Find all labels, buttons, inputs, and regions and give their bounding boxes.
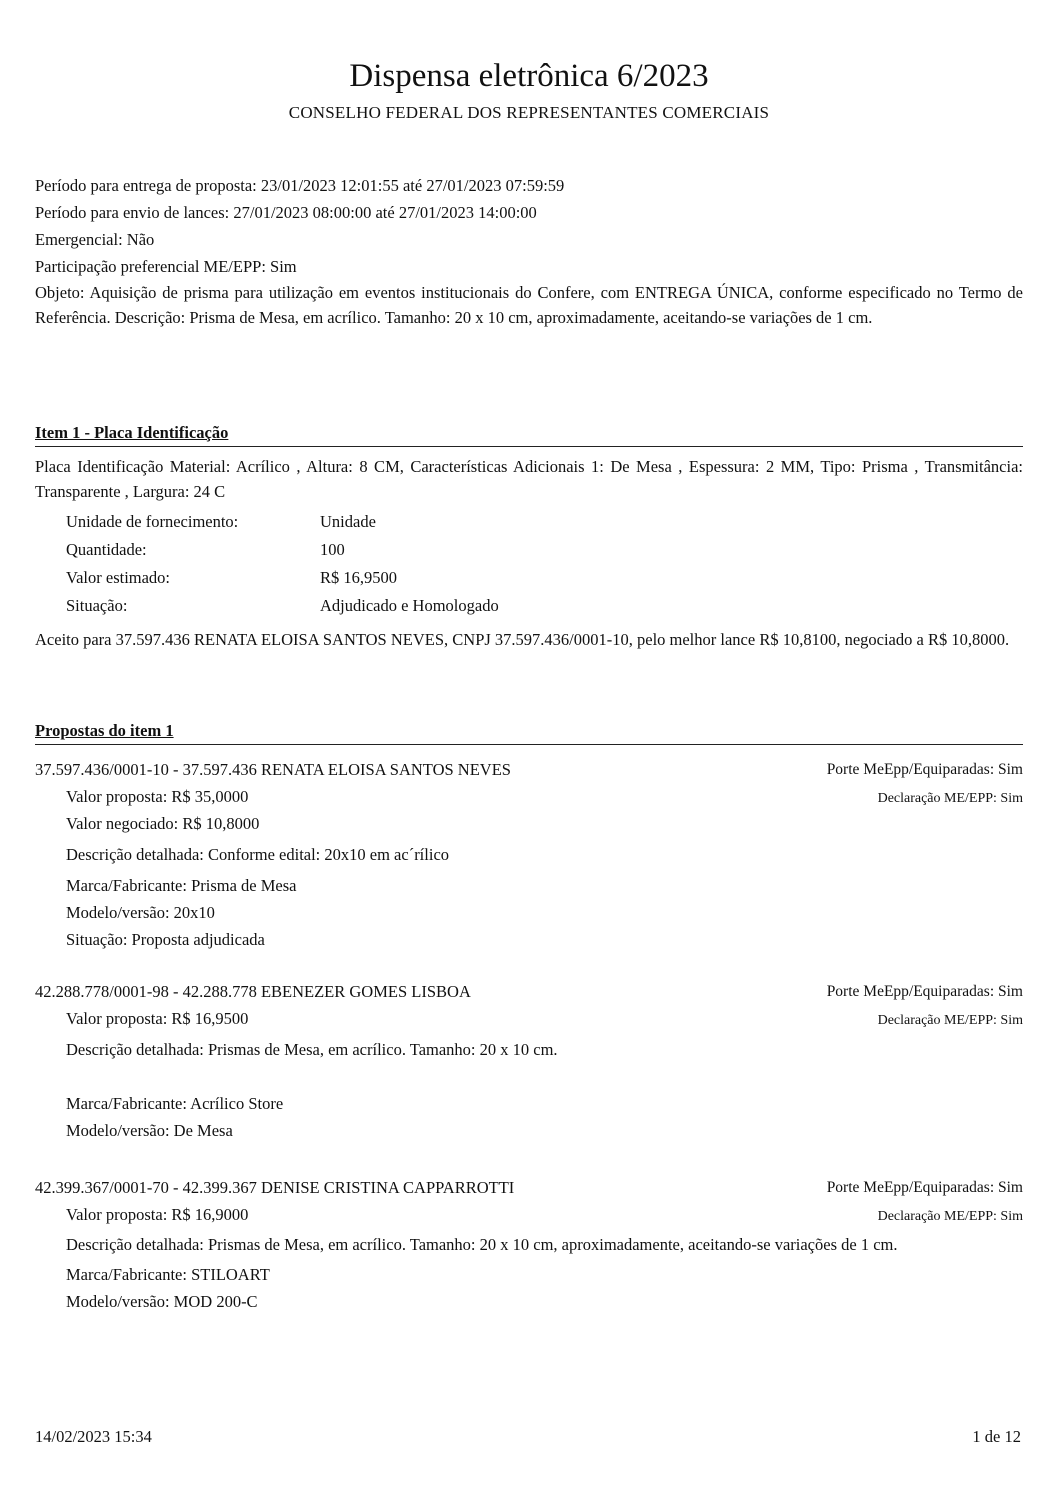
marca-fabricante: Marca/Fabricante: Acrílico Store <box>66 1094 284 1113</box>
item-description: Placa Identificação Material: Acrílico , Altura: 8 CM, Características Adicionais 1: De Mesa , Espessura: 2 MM, Tipo: Prisma , Transmitância: Transparente , Largura: 24 C <box>35 457 1023 501</box>
field-row <box>66 536 499 564</box>
field-label: Situação: <box>66 596 128 615</box>
valor-proposta: Valor proposta: R$ 16,9500 <box>66 1009 249 1028</box>
porte: Porte MeEpp/Equiparadas: Sim <box>826 1179 1023 1196</box>
field-row <box>66 508 499 536</box>
proposta-header <box>35 1175 1023 1201</box>
descricao-detalhada: Descrição detalhada: Prismas de Mesa, em acrílico. Tamanho: 20 x 10 cm. <box>66 1040 558 1059</box>
declaracao: Declaração ME/EPP: Sim <box>877 1209 1023 1224</box>
field-value: R$ 16,9500 <box>320 568 398 587</box>
periodo-lances: Período para envio de lances: 27/01/2023 08:00:00 até 27/01/2023 14:00:00 <box>35 203 537 222</box>
aceito-text: Aceito para 37.597.436 RENATA ELOISA SANTOS NEVES, CNPJ 37.597.436/0001-10, pelo melhor lance R$ 10,8100, negociado a R$ 10,8000. <box>35 630 1010 649</box>
proposta-entry <box>35 757 1023 953</box>
propostas-heading <box>35 720 1023 745</box>
field-label: Valor estimado: <box>66 568 171 587</box>
meta-block <box>35 172 1023 330</box>
declaracao: Declaração ME/EPP: Sim <box>877 1013 1023 1028</box>
descricao-detalhada: Descrição detalhada: Prismas de Mesa, em acrílico. Tamanho: 20 x 10 cm, aproximadamente, aceitando-se variações de 1 cm. <box>66 1235 898 1254</box>
modelo-versao: Modelo/versão: 20x10 <box>66 903 215 922</box>
field-value: Unidade <box>320 512 376 531</box>
field-value: 100 <box>320 540 345 559</box>
field-label: Quantidade: <box>66 540 147 559</box>
valor-negociado: Valor negociado: R$ 10,8000 <box>66 814 260 833</box>
field-label: Unidade de fornecimento: <box>66 512 239 531</box>
porte: Porte MeEpp/Equiparadas: Sim <box>826 983 1023 1000</box>
item-heading <box>35 422 1023 447</box>
proposta-header <box>35 979 1023 1005</box>
valor-proposta: Valor proposta: R$ 16,9000 <box>66 1205 249 1224</box>
valor-proposta: Valor proposta: R$ 35,0000 <box>66 787 249 806</box>
emergencial: Emergencial: Não <box>35 230 155 249</box>
porte: Porte MeEpp/Equiparadas: Sim <box>826 761 1023 778</box>
footer-page-number: 1 de 12 <box>972 1427 1021 1446</box>
situacao: Situação: Proposta adjudicada <box>66 930 265 949</box>
objeto: Objeto: Aquisição de prisma para utilização em eventos institucionais do Confere, com ENTREGA ÚNICA, conforme especificado no Termo de Referência. Descrição: Prisma de Mesa, em acrílico. Tamanho: 20 x 10 cm, aproximadamente, aceitando-se variações de 1 cm. <box>35 283 1023 327</box>
periodo-proposta: Período para entrega de proposta: 23/01/2023 12:01:55 até 27/01/2023 07:59:59 <box>35 176 565 195</box>
marca-fabricante: Marca/Fabricante: Prisma de Mesa <box>66 876 297 895</box>
proposta-entry <box>35 1175 1023 1315</box>
item-fields <box>66 508 499 620</box>
participacao-preferencial: Participação preferencial ME/EPP: Sim <box>35 257 297 276</box>
propostas-heading-text: Propostas do item 1 <box>35 721 174 740</box>
descricao-detalhada: Descrição detalhada: Conforme edital: 20x10 em ac´rílico <box>66 845 450 864</box>
marca-fabricante: Marca/Fabricante: STILOART <box>66 1265 270 1284</box>
modelo-versao: Modelo/versão: De Mesa <box>66 1121 233 1140</box>
fornecedor: 42.288.778/0001-98 - 42.288.778 EBENEZER GOMES LISBOA <box>35 982 471 1001</box>
item-heading-text: Item 1 - Placa Identificação <box>35 423 229 442</box>
declaracao: Declaração ME/EPP: Sim <box>877 791 1023 806</box>
fornecedor: 37.597.436/0001-10 - 37.597.436 RENATA ELOISA SANTOS NEVES <box>35 760 511 779</box>
field-row <box>66 592 499 620</box>
fornecedor: 42.399.367/0001-70 - 42.399.367 DENISE CRISTINA CAPPARROTTI <box>35 1178 515 1197</box>
proposta-entry <box>35 979 1023 1144</box>
modelo-versao: Modelo/versão: MOD 200-C <box>66 1292 258 1311</box>
proposta-header <box>35 757 1023 783</box>
field-value: Adjudicado e Homologado <box>320 596 499 615</box>
footer-timestamp: 14/02/2023 15:34 <box>35 1427 152 1446</box>
page-subtitle: CONSELHO FEDERAL DOS REPRESENTANTES COMERCIAIS <box>288 103 770 122</box>
field-row <box>66 564 499 592</box>
page-title: Dispensa eletrônica 6/2023 <box>349 58 709 94</box>
